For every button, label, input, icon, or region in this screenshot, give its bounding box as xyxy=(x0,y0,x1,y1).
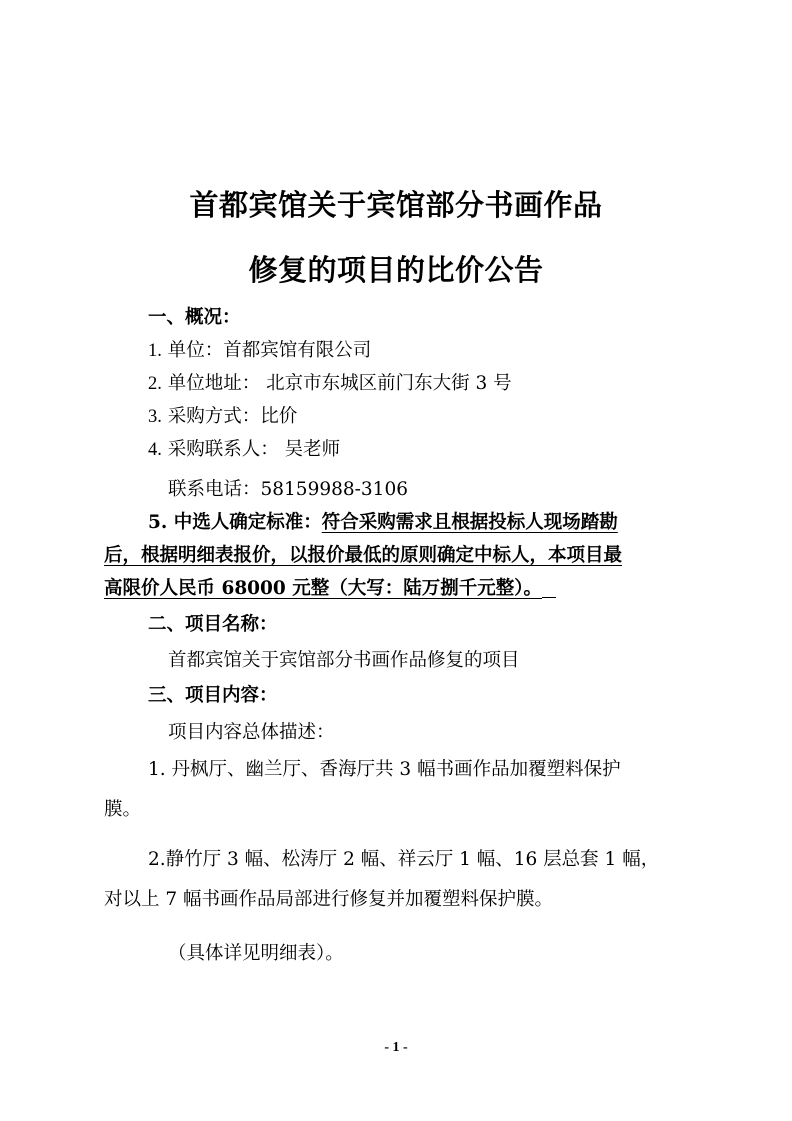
criteria-line-3 xyxy=(104,577,556,601)
section-project-content-heading: 三、项目内容： xyxy=(148,685,278,706)
criteria-text-3: 高限价人民币 68000 元整（大写：陆万捌千元整）。 xyxy=(104,578,542,599)
criteria-line-1 xyxy=(148,511,618,535)
overview-item-4 xyxy=(148,438,340,462)
project-content-intro: 项目内容总体描述： xyxy=(168,722,335,743)
details-note: （具体详见明细表）。 xyxy=(168,943,344,964)
overview-item-3-number: 3. xyxy=(148,407,162,427)
overview-item-1 xyxy=(148,339,371,363)
content-item-1-line-1: 1. 丹枫厅、幽兰厅、香海厅共 3 幅书画作品加覆塑料保护 xyxy=(148,759,621,780)
title-line-1: 首都宾馆关于宾馆部分书画作品 xyxy=(189,188,603,222)
page-number: - 1 - xyxy=(384,1040,408,1055)
project-name-text: 首都宾馆关于宾馆部分书画作品修复的项目 xyxy=(168,650,520,671)
overview-item-4-text: 采购联系人： 吴老师 xyxy=(167,439,341,460)
contact-phone: 联系电话：58159988-3106 xyxy=(168,479,408,500)
content-item-2-line-1: 2.静竹厅 3 幅、松涛厅 2 幅、祥云厅 1 幅、16 层总套 1 幅， xyxy=(148,849,660,870)
title-line-2: 修复的项目的比价公告 xyxy=(248,253,544,287)
section-project-name-heading: 二、项目名称： xyxy=(148,614,278,635)
criteria-underline-tail xyxy=(542,577,556,598)
content-item-2-line-2: 对以上 7 幅书画作品局部进行修复并加覆塑料保护膜。 xyxy=(104,889,554,910)
overview-item-1-text: 单位：首都宾馆有限公司 xyxy=(167,340,372,361)
overview-item-2-number: 2. xyxy=(148,374,162,394)
overview-item-2 xyxy=(148,372,512,396)
overview-item-4-number: 4. xyxy=(148,440,162,460)
overview-item-2-text: 单位地址： 北京市东城区前门东大街 3 号 xyxy=(167,373,512,394)
section-overview-heading: 一、概况： xyxy=(148,307,241,328)
overview-item-1-number: 1. xyxy=(148,341,162,361)
overview-item-3 xyxy=(148,405,297,429)
overview-item-3-text: 采购方式：比价 xyxy=(167,406,298,427)
criteria-label: 5. 中选人确定标准： xyxy=(148,512,322,533)
content-item-1-line-2: 膜。 xyxy=(104,799,142,820)
criteria-text-1: 符合采购需求且根据投标人现场踏勘 xyxy=(321,512,618,533)
criteria-line-2: 后，根据明细表报价，以报价最低的原则确定中标人，本项目最 xyxy=(104,545,623,566)
